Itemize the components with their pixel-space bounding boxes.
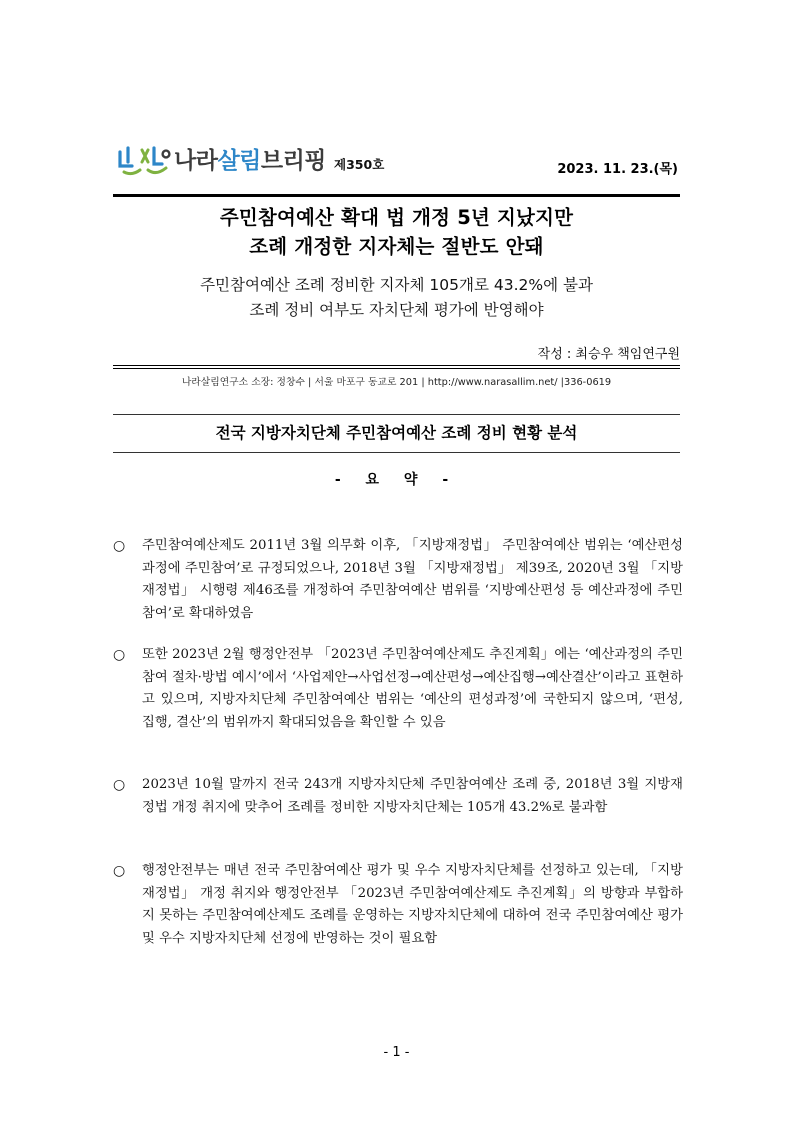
brand-name-part-sallim: 살림 (217, 148, 261, 174)
publish-date: 2023. 11. 23.(목) (557, 162, 678, 177)
summary-bullet (113, 535, 683, 625)
main-title (113, 203, 680, 261)
institute-info: 나라살림연구소 소장: 정창수 | 서울 마포구 동교로 201 | http://www.narasallim.net/ |336-0619 (181, 377, 612, 388)
author-line: 작성 : 최승우 책임연구원 (537, 347, 680, 362)
circle-bullet-icon: ○ (113, 538, 126, 554)
brand-name (174, 144, 326, 178)
section-bottom-rule (113, 452, 680, 453)
summary-bullet (113, 644, 683, 734)
issue-number: 제350호 (334, 157, 385, 172)
brand-name-part-briefing: 브리핑 (260, 148, 327, 174)
header-divider (113, 194, 680, 197)
summary-label: - 요 약 - (334, 472, 459, 488)
author-divider (113, 365, 680, 369)
subtitle-line1: 주민참여예산 조례 정비한 지자체 105개로 43.2%에 불과 (200, 276, 593, 294)
main-title-line1: 주민참여예산 확대 법 개정 5년 지났지만 (219, 206, 574, 229)
subtitle (113, 273, 680, 323)
summary-bullet-text: 행정안전부는 매년 전국 주민참여예산 평가 및 우수 지방자치단체를 선정하고 있는데, 「지방재정법」 개정 취지와 행정안전부 「2023년 주민참여예산제도 추진계획」의 방향과 부합하지 못하는 주민참여예산제도 조례를 운영하는 지방자치단체에 대하여 전국 주민참여예산 평가 및 우수 지방자치단체 선정에 반영하는 것이 필요함 (142, 863, 683, 946)
page-number: - 1 - (383, 1045, 410, 1060)
summary-bullet-text: 주민참여예산제도 2011년 3월 의무화 이후, 「지방재정법」 주민참여예산 범위는 ‘예산편성과정에 주민참여’로 규정되었으나, 2018년 3월 「지방재정법」 제39조, 2020년 3월 「지방재정법」 시행령 제46조를 개정하여 주민참여예산 범위를 ‘지방예산편성 등 예산과정에 주민참여’로 확대하였음 (142, 538, 683, 621)
summary-bullet (113, 774, 683, 819)
subtitle-line2: 조례 정비 여부도 자치단체 평가에 반영해야 (249, 301, 544, 319)
summary-bullet-text: 2023년 10월 말까지 전국 243개 지방자치단체 주민참여예산 조례 중, 2018년 3월 지방재정법 개정 취지에 맞추어 조례를 정비한 지방자치단체는 105개 43.2%로 불과함 (142, 777, 683, 815)
summary-bullet (113, 860, 683, 950)
section-title: 전국 지방자치단체 주민참여예산 조례 정비 현황 분석 (215, 424, 578, 442)
narasallim-logo-icon (118, 144, 172, 178)
circle-bullet-icon: ○ (113, 647, 126, 663)
section-top-rule (113, 414, 680, 415)
brand-name-part-nara: 나라 (174, 148, 218, 174)
brand-logo (118, 138, 384, 178)
summary-bullet-text: 또한 2023년 2월 행정안전부 「2023년 주민참여예산제도 추진계획」에는 ‘예산과정의 주민참여 절차·방법 예시’에서 ‘사업제안→사업선정→예산편성→예산집행→예산결산’이라고 표현하고 있으며, 지방자치단체 주민참여예산 범위는 ‘예산의 편성과정’에 국한되지 않으며, ‘편성, 집행, 결산’의 범위까지 확대되었음을 확인할 수 있음 (142, 647, 683, 730)
main-title-line2: 조례 개정한 지자체는 절반도 안돼 (249, 235, 544, 258)
circle-bullet-icon: ○ (113, 863, 126, 879)
circle-bullet-icon: ○ (113, 777, 126, 793)
